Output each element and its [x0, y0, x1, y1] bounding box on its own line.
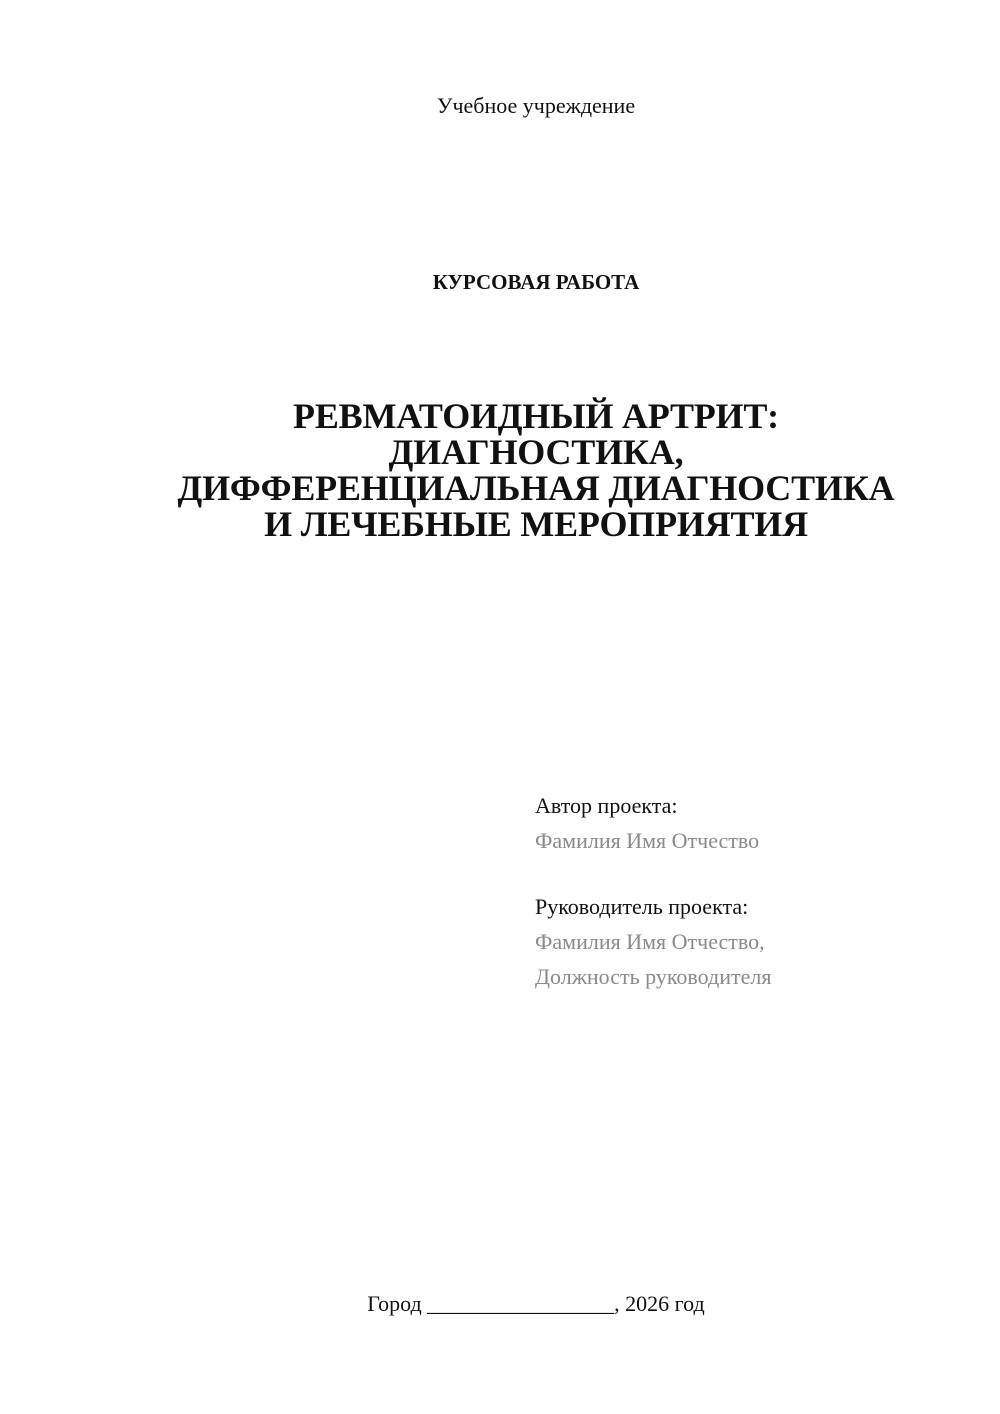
title-line: ДИФФЕРЕНЦИАЛЬНАЯ ДИАГНОСТИКА — [177, 468, 895, 508]
title-line: И ЛЕЧЕБНЫЕ МЕРОПРИЯТИЯ — [264, 504, 808, 544]
title-line: ДИАГНОСТИКА, — [388, 432, 684, 472]
supervisor-label: Руководитель проекта: — [535, 894, 749, 919]
author-name-placeholder: Фамилия Имя Отчество — [535, 828, 760, 853]
institution-name: Учебное учреждение — [436, 93, 636, 118]
title-line: РЕВМАТОИДНЫЙ АРТРИТ: — [293, 396, 779, 436]
city-year-line: Город _________________, 2026 год — [367, 1291, 705, 1316]
work-type-heading: КУРСОВАЯ РАБОТА — [432, 270, 640, 294]
author-label: Автор проекта: — [535, 793, 678, 818]
author-supervisor-block — [535, 788, 955, 994]
supervisor-position-placeholder: Должность руководителя — [535, 964, 772, 989]
supervisor-name-placeholder: Фамилия Имя Отчество, — [535, 929, 765, 954]
document-title — [100, 398, 972, 542]
block-spacer — [535, 858, 955, 889]
